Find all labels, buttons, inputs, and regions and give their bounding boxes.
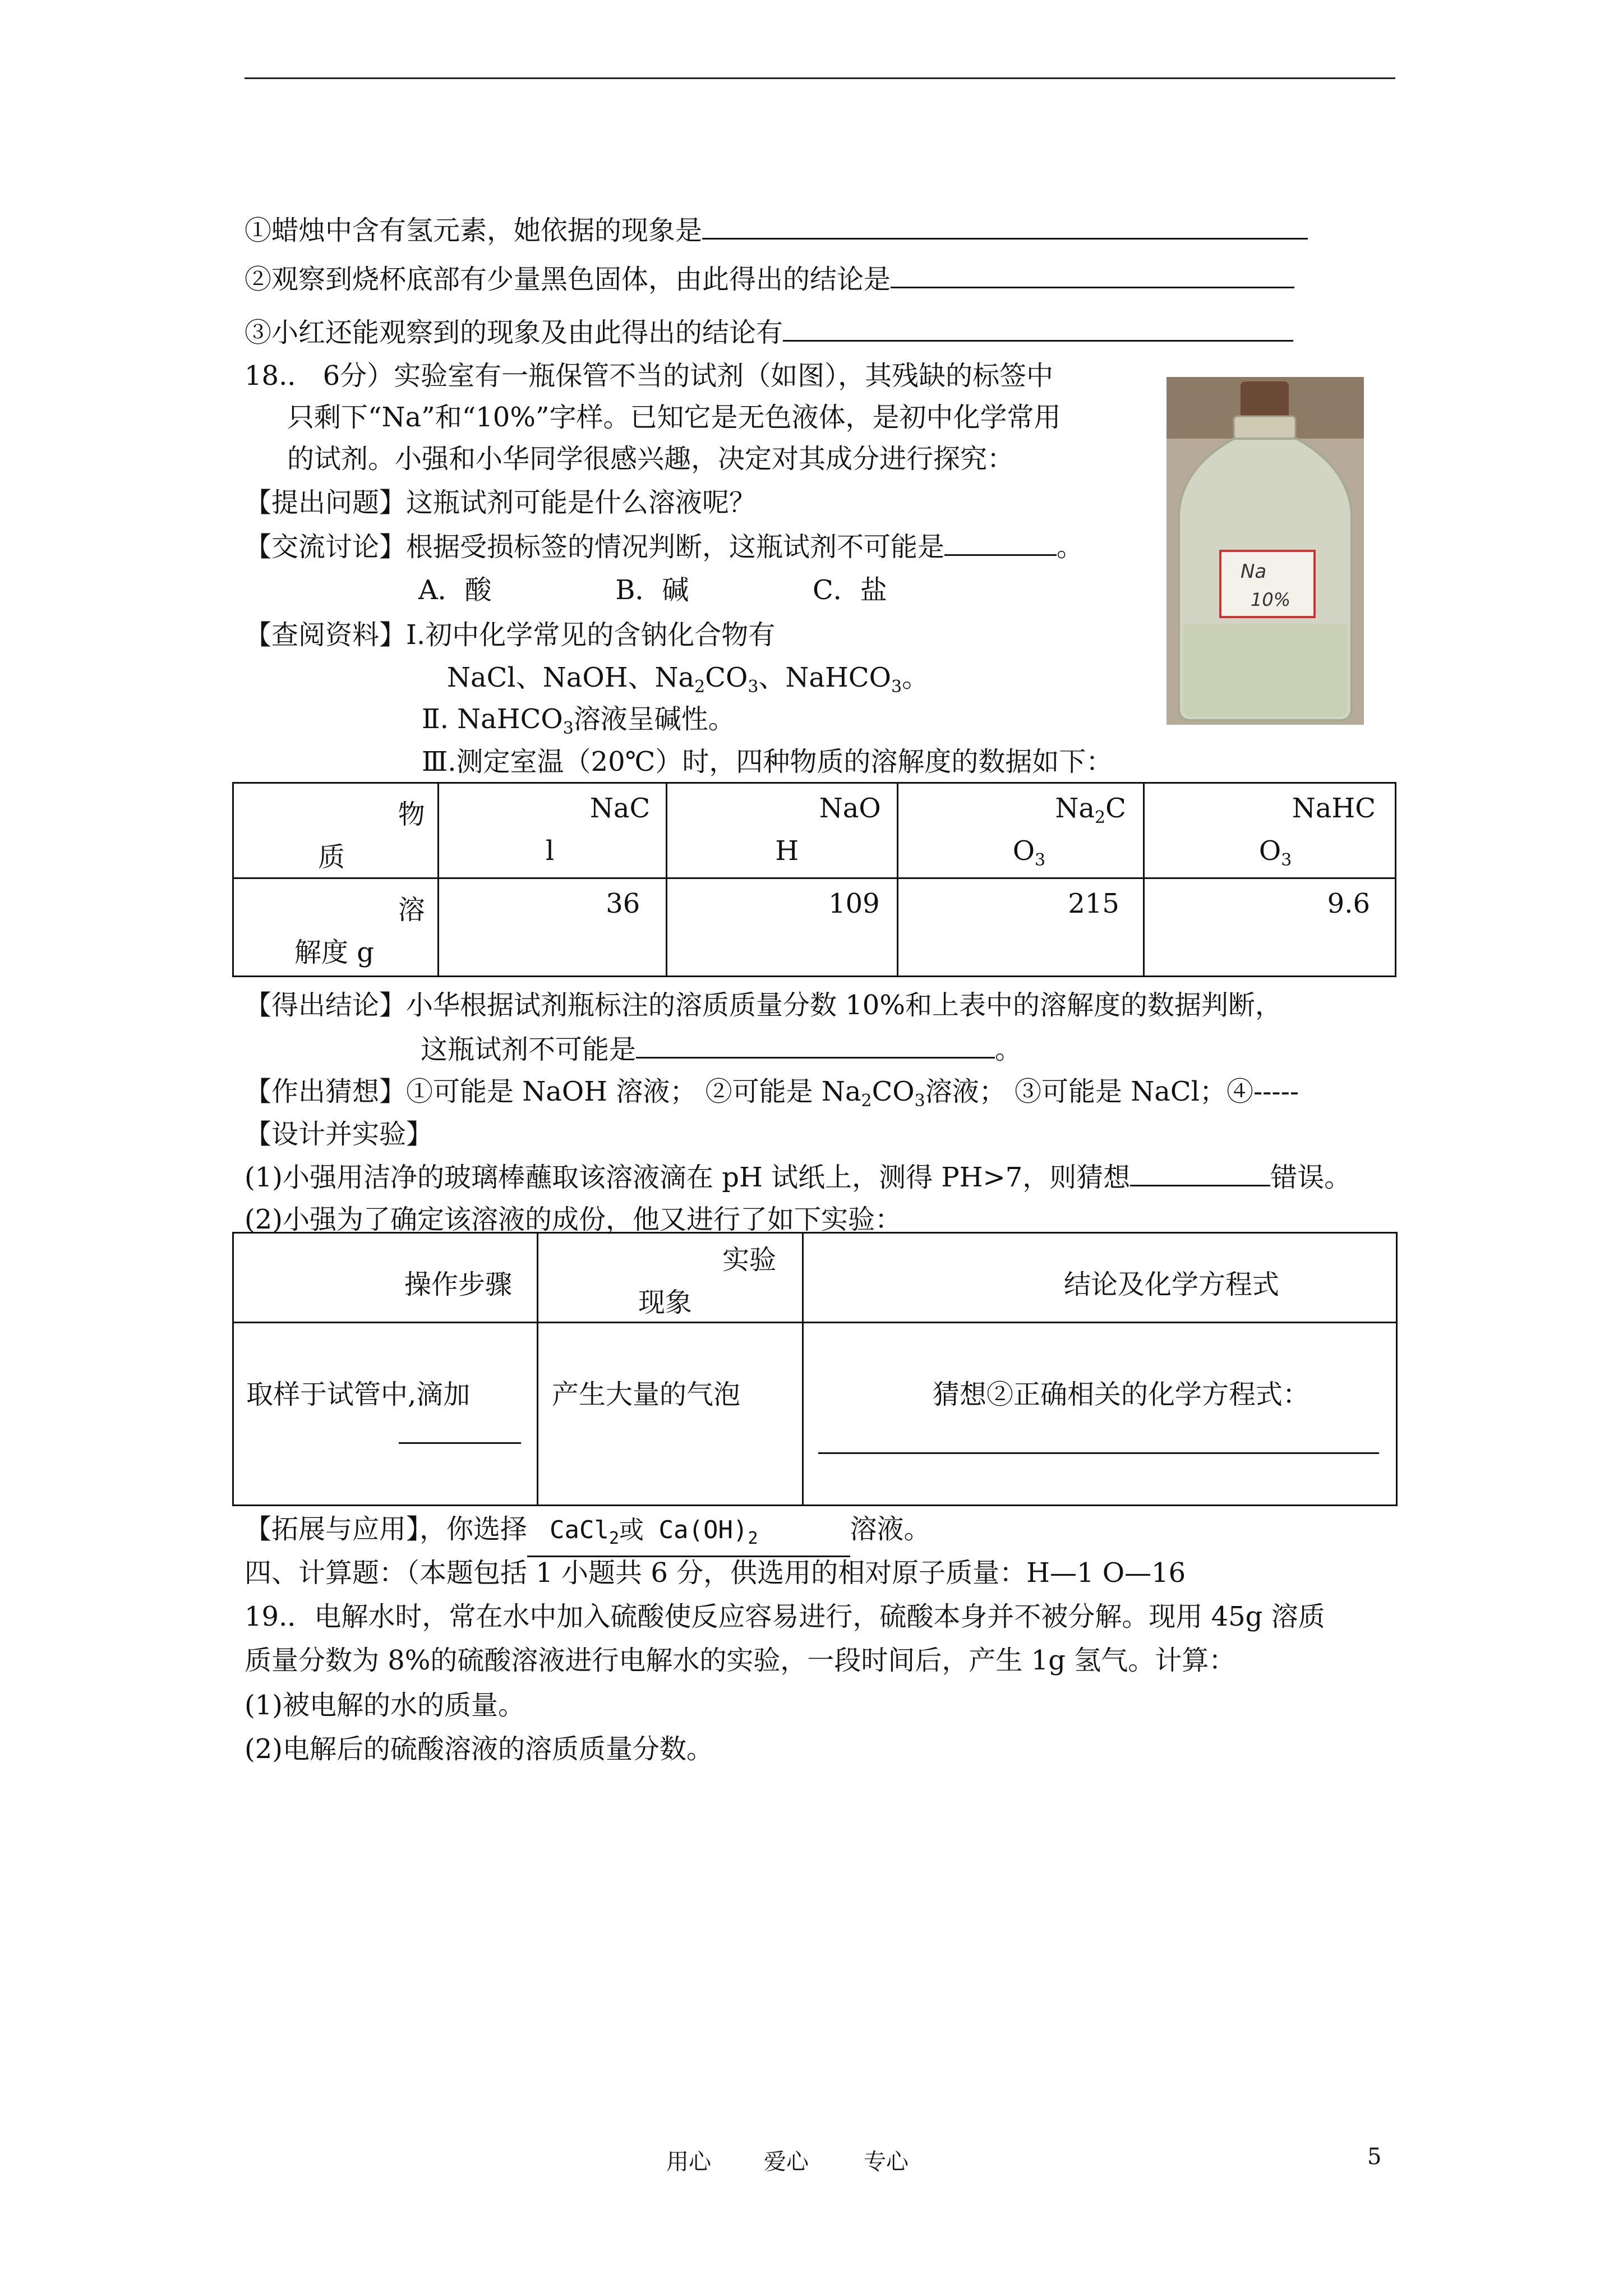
value-text: 109: [828, 888, 880, 919]
subscript: 3: [891, 677, 902, 697]
conclusion2-end: 。: [995, 1034, 1022, 1065]
header-text: 现象: [638, 1287, 693, 1318]
subscript: 3: [748, 677, 759, 697]
header-cell-step: [233, 1233, 538, 1323]
value-cell-nahco3: [1144, 878, 1395, 977]
q19-sub2: (2)电解后的硫酸溶液的溶质质量分数。: [245, 1733, 713, 1765]
header-text: l: [545, 835, 555, 867]
page-number: 5: [1367, 2144, 1382, 2170]
formula-part: C: [1105, 793, 1126, 824]
q17-line3-text: ③小红还能观察到的现象及由此得出的结论有: [245, 317, 783, 348]
header-text: 结论及化学方程式: [1064, 1269, 1280, 1300]
q18-exp1: [245, 1160, 1351, 1194]
exp1-text-end: 错误。: [1270, 1162, 1352, 1193]
subscript: 3: [1281, 850, 1292, 870]
answer-blank[interactable]: [818, 1428, 1379, 1454]
header-text: [1013, 835, 1045, 870]
header-text: [1055, 793, 1126, 827]
header-text: [1259, 835, 1292, 870]
q18-guess: [245, 1075, 1299, 1118]
header-text: NaHC: [1292, 793, 1376, 824]
answer-blank[interactable]: [1130, 1160, 1270, 1186]
q18-discuss-end: 。: [1057, 531, 1084, 563]
section4-heading: 四、计算题：（本题包括 1 小题共 6 分，供选用的相对原子质量：H—1 O—16: [245, 1557, 1186, 1589]
guess-text: 溶液； ③可能是 NaCl；④-----: [925, 1076, 1299, 1107]
footer-motto-1: 用心: [666, 2149, 711, 2175]
q17-line2: [245, 262, 1294, 296]
subscript: 2: [748, 1529, 758, 1548]
header-cell-nahco3: [1144, 783, 1395, 878]
reagent-bottle-photo: [1166, 377, 1364, 725]
answer-text: 或 Ca(OH): [619, 1516, 748, 1544]
header-text: 实验: [722, 1244, 776, 1276]
q17-line2-text: ②观察到烧杯底部有少量黑色固体，由此得出的结论是: [245, 264, 891, 295]
answer-text: CaCl: [550, 1516, 609, 1544]
subscript: 2: [694, 677, 706, 697]
row-label-text: 解度 g: [294, 937, 374, 968]
solubility-table: [232, 782, 1396, 977]
subscript: 3: [562, 719, 574, 738]
extend-text: 【拓展与应用】，你选择: [245, 1513, 528, 1545]
value-text: 9.6: [1327, 888, 1370, 919]
answer-blank[interactable]: [636, 1032, 995, 1059]
formula-part: O: [1258, 835, 1281, 867]
header-text: H: [775, 835, 799, 867]
footer-motto-2: 爱心: [764, 2149, 809, 2175]
value-cell-nacl: [438, 878, 666, 977]
answer-blank[interactable]: [783, 315, 1293, 342]
ref2-text: 溶液呈碱性。: [573, 703, 735, 735]
subscript: 2: [1095, 808, 1106, 827]
conclusion2-text: 这瓶试剂不可能是: [421, 1034, 637, 1065]
q18-ask: 【提出问题】这瓶试剂可能是什么溶液呢？: [245, 487, 757, 518]
row-label-text: 溶: [398, 894, 425, 926]
answer-blank[interactable]: [702, 213, 1308, 240]
value-cell-na2co3: [897, 878, 1144, 977]
header-cell-na2co3: [897, 783, 1144, 878]
q18-discuss-text: 【交流讨论】根据受损标签的情况判断，这瓶试剂不可能是: [245, 531, 945, 563]
q17-line1-text: ①蜡烛中含有氢元素，她依据的现象是: [245, 215, 703, 246]
option-a: A．酸: [418, 574, 492, 606]
table-row-solubility: [233, 878, 1396, 977]
row-label-cell: [233, 878, 439, 977]
q19-sub1: (1)被电解的水的质量。: [245, 1690, 525, 1721]
extend-end: 溶液。: [850, 1513, 931, 1545]
option-b: B．碱: [615, 574, 689, 606]
subscript: 2: [861, 1091, 872, 1111]
q19-line2: 质量分数为 8%的硫酸溶液进行电解水的实验，一段时间后，产生 1g 氢气。计算：: [245, 1645, 1236, 1676]
q18-ref-compounds: [447, 661, 929, 704]
header-text: 质: [318, 841, 345, 873]
q18-intro2: 只剩下“Na”和“10%”字样。已知它是无色液体，是初中化学常用: [287, 402, 1061, 433]
q17-line1: [245, 213, 1308, 247]
guess-text: CO: [872, 1076, 915, 1107]
formula-part: Na: [1055, 793, 1095, 824]
q19-line1: 19.．电解水时，常在水中加入硫酸使反应容易进行，硫酸本身并不被分解。现用 45g 溶质: [245, 1601, 1325, 1632]
formula-part: O: [1012, 835, 1035, 867]
phenomenon-text: 产生大量的气泡: [552, 1379, 741, 1410]
bottle-label-percent: 10%: [1251, 589, 1291, 610]
header-text: 物: [398, 799, 425, 830]
conclusion-cell: [803, 1323, 1397, 1506]
header-cell-conclusion: [803, 1233, 1397, 1323]
q18-ref-label: 【查阅资料】Ⅰ.初中化学常见的含钠化合物有: [245, 619, 776, 651]
experiment-table: [232, 1232, 1398, 1506]
answer-blank[interactable]: [944, 530, 1057, 556]
q18-extend: [245, 1512, 931, 1557]
q17-line3: [245, 315, 1293, 349]
header-cell-phenomenon: [538, 1233, 803, 1323]
answer-blank[interactable]: [399, 1418, 521, 1444]
compound-text: CO: [705, 662, 748, 693]
table-header-row: [233, 1233, 1397, 1323]
exp1-text: (1)小强用洁净的玻璃棒蘸取该溶液滴在 pH 试纸上，测得 PH>7，则猜想: [245, 1162, 1131, 1193]
q18-conclusion1: 【得出结论】小华根据试剂瓶标注的溶质质量分数 10%和上表中的溶解度的数据判断，: [245, 990, 1282, 1021]
phenomenon-cell: [538, 1323, 803, 1506]
header-cell-substance: [233, 783, 439, 878]
q18-intro1: 18.． 6分）实验室有一瓶保管不当的试剂（如图），其残缺的标签中: [245, 360, 1054, 392]
q18-exp2: (2)小强为了确定该溶液的成份，他又进行了如下实验：: [245, 1204, 902, 1235]
q18-ref2: [422, 702, 735, 746]
extend-answer: [527, 1513, 850, 1557]
guess-text: 【作出猜想】①可能是 NaOH 溶液； ②可能是 Na: [245, 1076, 861, 1107]
header-text: NaC: [589, 793, 651, 824]
value-text: 36: [606, 888, 640, 919]
bottle-label-na: Na: [1241, 560, 1267, 583]
q18-discuss: [245, 530, 1083, 564]
q18-options: [418, 573, 887, 607]
ref2-text: Ⅱ. NaHCO: [422, 703, 563, 735]
header-cell-naoh: [667, 783, 897, 878]
header-cell-nacl: [438, 783, 666, 878]
subscript: 2: [608, 1529, 620, 1548]
footer-motto-3: 专心: [864, 2149, 909, 2175]
header-text: 操作步骤: [404, 1269, 513, 1300]
q18-intro3: 的试剂。小强和小华同学很感兴趣，决定对其成分进行探究：: [287, 443, 1015, 475]
table-row: [233, 1323, 1397, 1506]
value-cell-naoh: [667, 878, 897, 977]
q18-conclusion2: [421, 1032, 1022, 1066]
step-text: 取样于试管中,滴加: [246, 1379, 471, 1410]
subscript: 3: [914, 1091, 925, 1111]
header-rule: [245, 77, 1395, 79]
q18-ref3: Ⅲ.测定室温（20℃）时，四种物质的溶解度的数据如下：: [422, 746, 1113, 777]
bottle-illustration: [1166, 377, 1364, 725]
compound-text: 、NaHCO: [758, 662, 891, 693]
value-text: 215: [1068, 888, 1119, 919]
conclusion-text: 猜想②正确相关的化学方程式：: [933, 1379, 1310, 1410]
q18-design: 【设计并实验】: [245, 1119, 434, 1150]
compound-text: NaCl、NaOH、Na: [447, 662, 695, 693]
header-text: NaO: [819, 793, 881, 824]
compound-text: 。: [902, 662, 929, 693]
option-c: C．盐: [813, 574, 887, 606]
step-cell: [233, 1323, 538, 1506]
table-header-row: [233, 783, 1396, 878]
answer-blank[interactable]: [891, 262, 1294, 288]
subscript: 3: [1035, 850, 1046, 870]
